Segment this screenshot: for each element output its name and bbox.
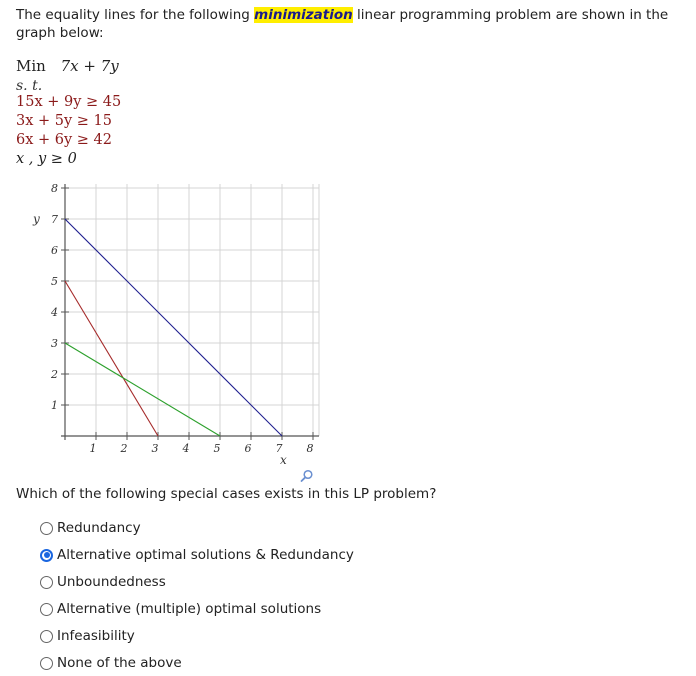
question-after: linear programming problem are shown in the graph below: bbox=[16, 7, 669, 41]
radio-button[interactable] bbox=[40, 657, 53, 670]
highlighted-word: minimization bbox=[254, 7, 353, 23]
y-tick-label: 1 bbox=[51, 399, 58, 412]
magnifier-icon[interactable] bbox=[300, 469, 314, 483]
x-tick-label: 3 bbox=[151, 442, 159, 455]
radio-button[interactable] bbox=[40, 630, 53, 643]
objective-expression: 7x + 7y bbox=[60, 57, 119, 75]
constraint-line-2 bbox=[65, 343, 220, 436]
answer-option[interactable] bbox=[40, 547, 354, 563]
subject-to-label: s. t. bbox=[16, 78, 43, 94]
x-tick-label: 1 bbox=[89, 442, 97, 455]
question-2-text: Which of the following special cases exists in this LP problem? bbox=[16, 486, 437, 502]
y-tick-label: 4 bbox=[51, 306, 58, 319]
x-tick-label: 4 bbox=[182, 442, 190, 455]
lp-graph bbox=[0, 180, 340, 470]
answer-option-label: Alternative optimal solutions & Redundancy bbox=[57, 547, 354, 563]
answer-option[interactable] bbox=[40, 574, 166, 590]
x-tick-label: 6 bbox=[244, 442, 252, 455]
question-text bbox=[16, 6, 688, 42]
answer-option[interactable] bbox=[40, 520, 141, 536]
y-tick-label: 2 bbox=[51, 368, 58, 381]
answer-option-label: None of the above bbox=[57, 655, 182, 671]
y-tick-label: 8 bbox=[51, 182, 58, 195]
constraint-1: 15x + 9y ≥ 45 bbox=[16, 94, 122, 110]
y-tick-label: 6 bbox=[51, 244, 58, 257]
constraint-3: 6x + 6y ≥ 42 bbox=[16, 132, 113, 148]
constraint-lines bbox=[65, 219, 282, 436]
answer-option-label: Unboundedness bbox=[57, 574, 166, 590]
y-tick-label: 5 bbox=[51, 275, 58, 288]
radio-button[interactable] bbox=[40, 522, 53, 535]
objective-keyword: Min bbox=[16, 57, 46, 75]
radio-button[interactable] bbox=[40, 576, 53, 589]
answer-option[interactable] bbox=[40, 601, 321, 617]
x-tick-label: 8 bbox=[306, 442, 314, 455]
radio-selected[interactable] bbox=[40, 549, 53, 562]
answer-option-label: Infeasibility bbox=[57, 628, 135, 644]
answer-option-label: Alternative (multiple) optimal solutions bbox=[57, 601, 322, 617]
nonnegativity-constraint: x , y ≥ 0 bbox=[16, 151, 77, 167]
x-tick-label: 2 bbox=[120, 442, 128, 455]
question-before: The equality lines for the following bbox=[16, 7, 255, 23]
radio-button[interactable] bbox=[40, 603, 53, 616]
chart-grid bbox=[65, 184, 319, 436]
y-tick-label: 7 bbox=[51, 213, 58, 226]
x-axis-label: x bbox=[280, 453, 287, 467]
y-tick-label: 3 bbox=[51, 337, 58, 350]
x-tick-label: 5 bbox=[213, 442, 221, 455]
constraint-line-1 bbox=[65, 281, 158, 436]
y-axis-label: y bbox=[33, 212, 40, 226]
constraint-line-3 bbox=[65, 219, 282, 436]
x-tick-label: 7 bbox=[275, 442, 283, 455]
constraint-2: 3x + 5y ≥ 15 bbox=[16, 113, 113, 129]
answer-option-label: Redundancy bbox=[57, 520, 141, 536]
y-tick-labels bbox=[50, 182, 58, 412]
answer-option[interactable] bbox=[40, 655, 182, 671]
objective-function bbox=[16, 57, 119, 75]
answer-option[interactable] bbox=[40, 628, 135, 644]
